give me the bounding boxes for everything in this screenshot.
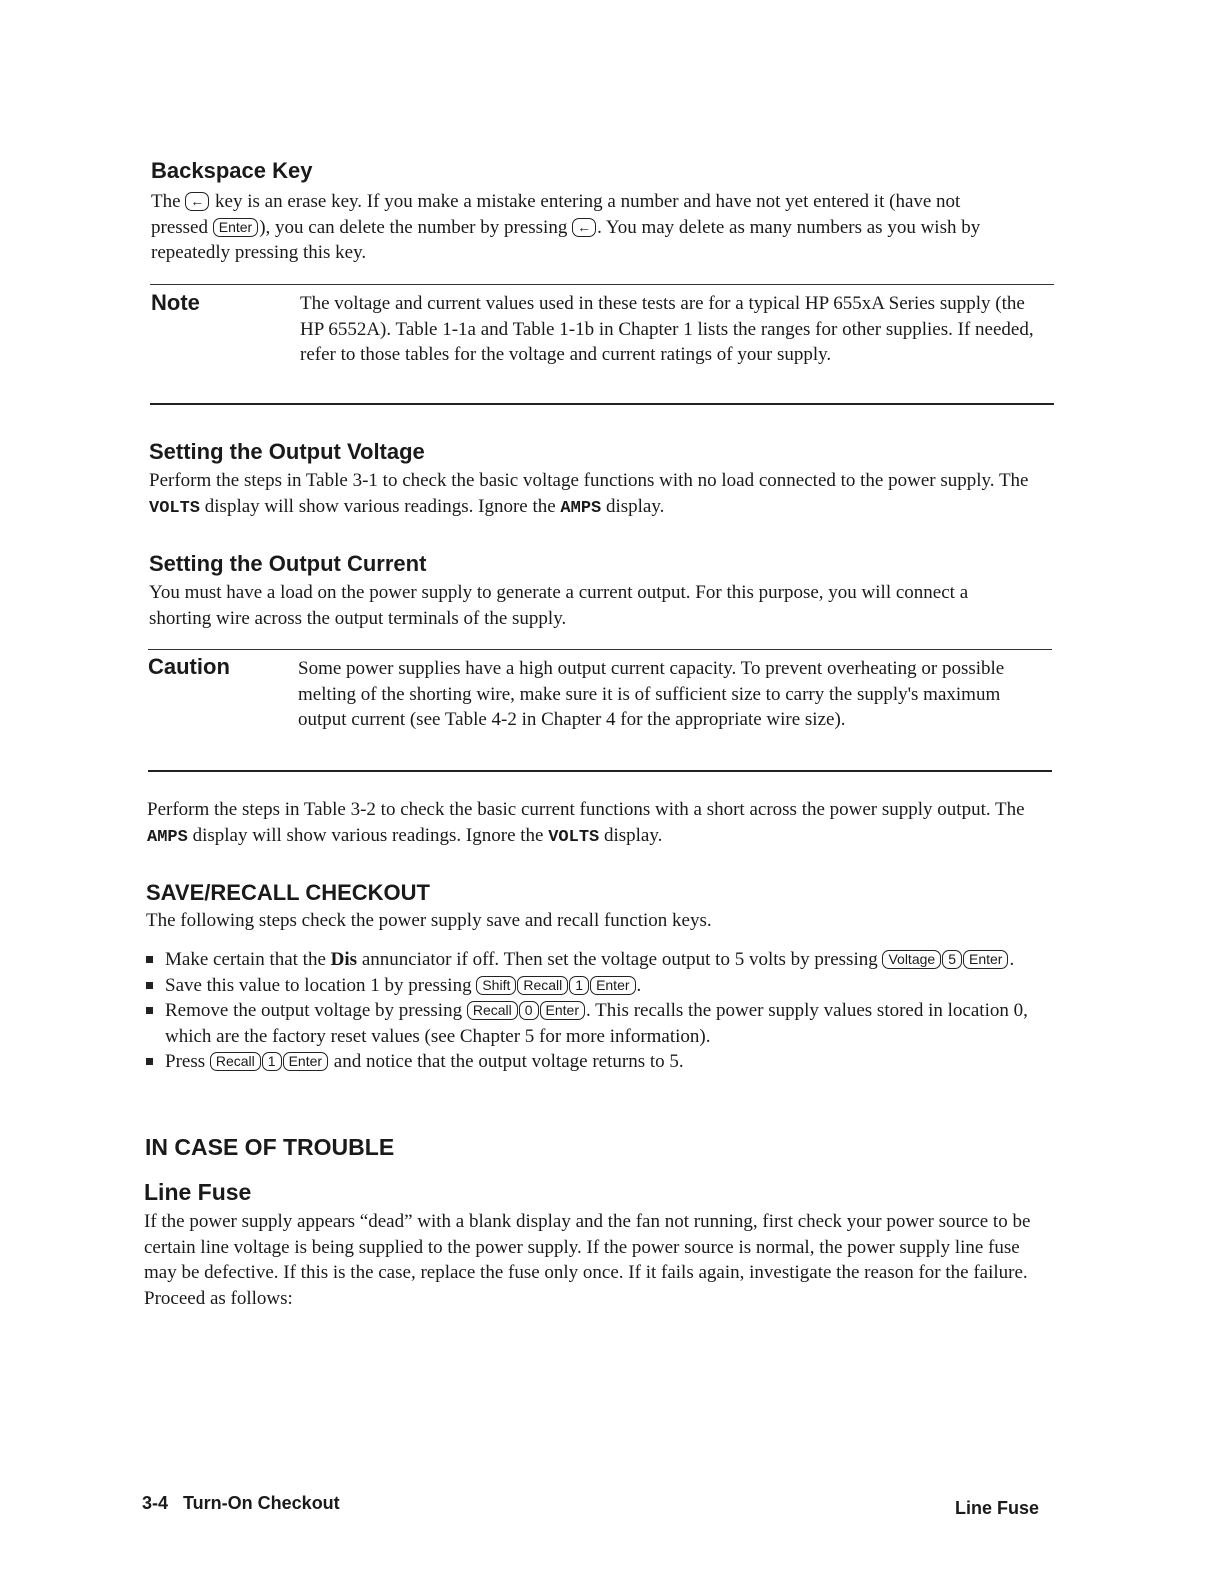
amps-display-label: AMPS (147, 827, 188, 847)
digit-5-key-icon: 5 (942, 950, 962, 969)
step-text: and notice that the output voltage returns to 5. (333, 1051, 684, 1072)
note-text: The voltage and current values used in these tests are for a typical HP 655xA Series supply (the HP 6552A). Table 1-1a and Table 1-1b in Chapter 1 lists the ranges for other supplies. If needed, refer to those tables for the voltage and current ratings of your supply. (300, 293, 1034, 365)
digit-0-key-icon: 0 (519, 1001, 539, 1020)
note-bottom-rule (150, 403, 1054, 405)
save-recall-intro: The following steps check the power supply save and recall function keys. (146, 910, 712, 931)
page-footer-left: 3-4 Turn-On Checkout (142, 1493, 340, 1513)
backspace-text-4: . You may delete as many numbers as you wish by repeatedly pressing this key. (151, 216, 981, 263)
list-item (146, 973, 1051, 999)
voltage-key-icon: Voltage (882, 950, 941, 969)
output-current-paragraph: You must have a load on the power supply to generate a current output. For this purpose, you will connect a shorting wire across the output terminals of the supply. (149, 582, 969, 629)
caution-label: Caution (148, 654, 230, 679)
list-item (146, 1049, 1051, 1075)
dis-annunciator-label: Dis (330, 949, 358, 970)
output-voltage-heading: Setting the Output Voltage (149, 439, 425, 464)
enter-key-icon: Enter (963, 950, 1008, 969)
backspace-heading: Backspace Key (151, 158, 313, 183)
line-fuse-heading: Line Fuse (144, 1179, 252, 1205)
backspace-text-1: The (151, 191, 181, 212)
step-period: . (636, 974, 642, 996)
voltage-text-2: display will show various readings. Ignore the (204, 495, 556, 517)
voltage-text-3: display. (605, 495, 665, 517)
recall-key-icon: Recall (467, 1001, 518, 1020)
step-period: . (1009, 949, 1015, 970)
perform-text-1: Perform the steps in Table 3-2 to check the basic current functions with a short across the power supply output. The (147, 799, 1025, 820)
backspace-text-2: key is an erase key. If you make a mistake entering a number and have not yet entered it (have not pressed (151, 191, 961, 238)
step-text: Press (165, 1051, 206, 1072)
perform-text-2: display will show various readings. Ignore the (192, 824, 544, 846)
note-label: Note (151, 290, 200, 315)
trouble-heading: IN CASE OF TROUBLE (145, 1134, 395, 1160)
voltage-text-1: Perform the steps in Table 3-1 to check the basic voltage functions with no load connected to the power supply. The (149, 470, 1029, 491)
step-text: Make certain that the (165, 949, 326, 970)
enter-key-icon: Enter (590, 976, 635, 995)
page-footer-right: Line Fuse (955, 1498, 1040, 1518)
list-item (146, 998, 1051, 1049)
output-current-heading: Setting the Output Current (149, 551, 427, 576)
line-fuse-paragraph: If the power supply appears “dead” with a blank display and the fan not running, first check your power source to be certain line voltage is being supplied to the power supply. If the power source is normal, the power supply line fuse may be defective. If this is the case, replace the fuse only once. If it fails again, investigate the reason for the failure. Proceed as follows: (144, 1211, 1031, 1309)
output-voltage-paragraph (149, 468, 1049, 521)
backspace-key-icon: ← (185, 192, 209, 211)
amps-display-label: AMPS (560, 498, 602, 518)
recall-key-icon: Recall (517, 976, 568, 995)
digit-1-key-icon: 1 (262, 1052, 282, 1071)
recall-key-icon: Recall (210, 1052, 261, 1071)
step-text: . This recalls the power supply values stored in location 0, which are the factory reset values (see Chapter 5 for more information). (165, 1000, 1028, 1047)
backspace-paragraph (151, 189, 1021, 266)
caution-top-rule (148, 649, 1052, 650)
perform-text-3: display. (603, 824, 663, 846)
caution-text: Some power supplies have a high output current capacity. To prevent overheating or possible melting of the shorting wire, make sure it is of sufficient size to carry the supply's maximum output current (see Table 4-2 in Chapter 4 for the appropriate wire size). (298, 658, 1005, 730)
current-check-paragraph (147, 797, 1052, 850)
shift-key-icon: Shift (476, 976, 516, 995)
save-recall-steps (146, 947, 1051, 1075)
list-item (146, 947, 1051, 973)
save-recall-heading: SAVE/RECALL CHECKOUT (146, 880, 430, 905)
step-text: Save this value to location 1 by pressing (165, 974, 472, 996)
caution-bottom-rule (148, 770, 1052, 772)
enter-key-icon: Enter (213, 218, 258, 237)
volts-display-label: VOLTS (548, 827, 600, 847)
step-text: Remove the output voltage by pressing (165, 1000, 463, 1021)
note-top-rule (150, 284, 1054, 285)
volts-display-label: VOLTS (149, 498, 201, 518)
digit-1-key-icon: 1 (569, 976, 589, 995)
enter-key-icon: Enter (283, 1052, 328, 1071)
step-text: annunciator if off. Then set the voltage output to 5 volts by pressing (361, 949, 878, 970)
enter-key-icon: Enter (540, 1001, 585, 1020)
backspace-text-3: ), you can delete the number by pressing (259, 216, 568, 238)
backspace-key-icon: ← (572, 218, 596, 237)
